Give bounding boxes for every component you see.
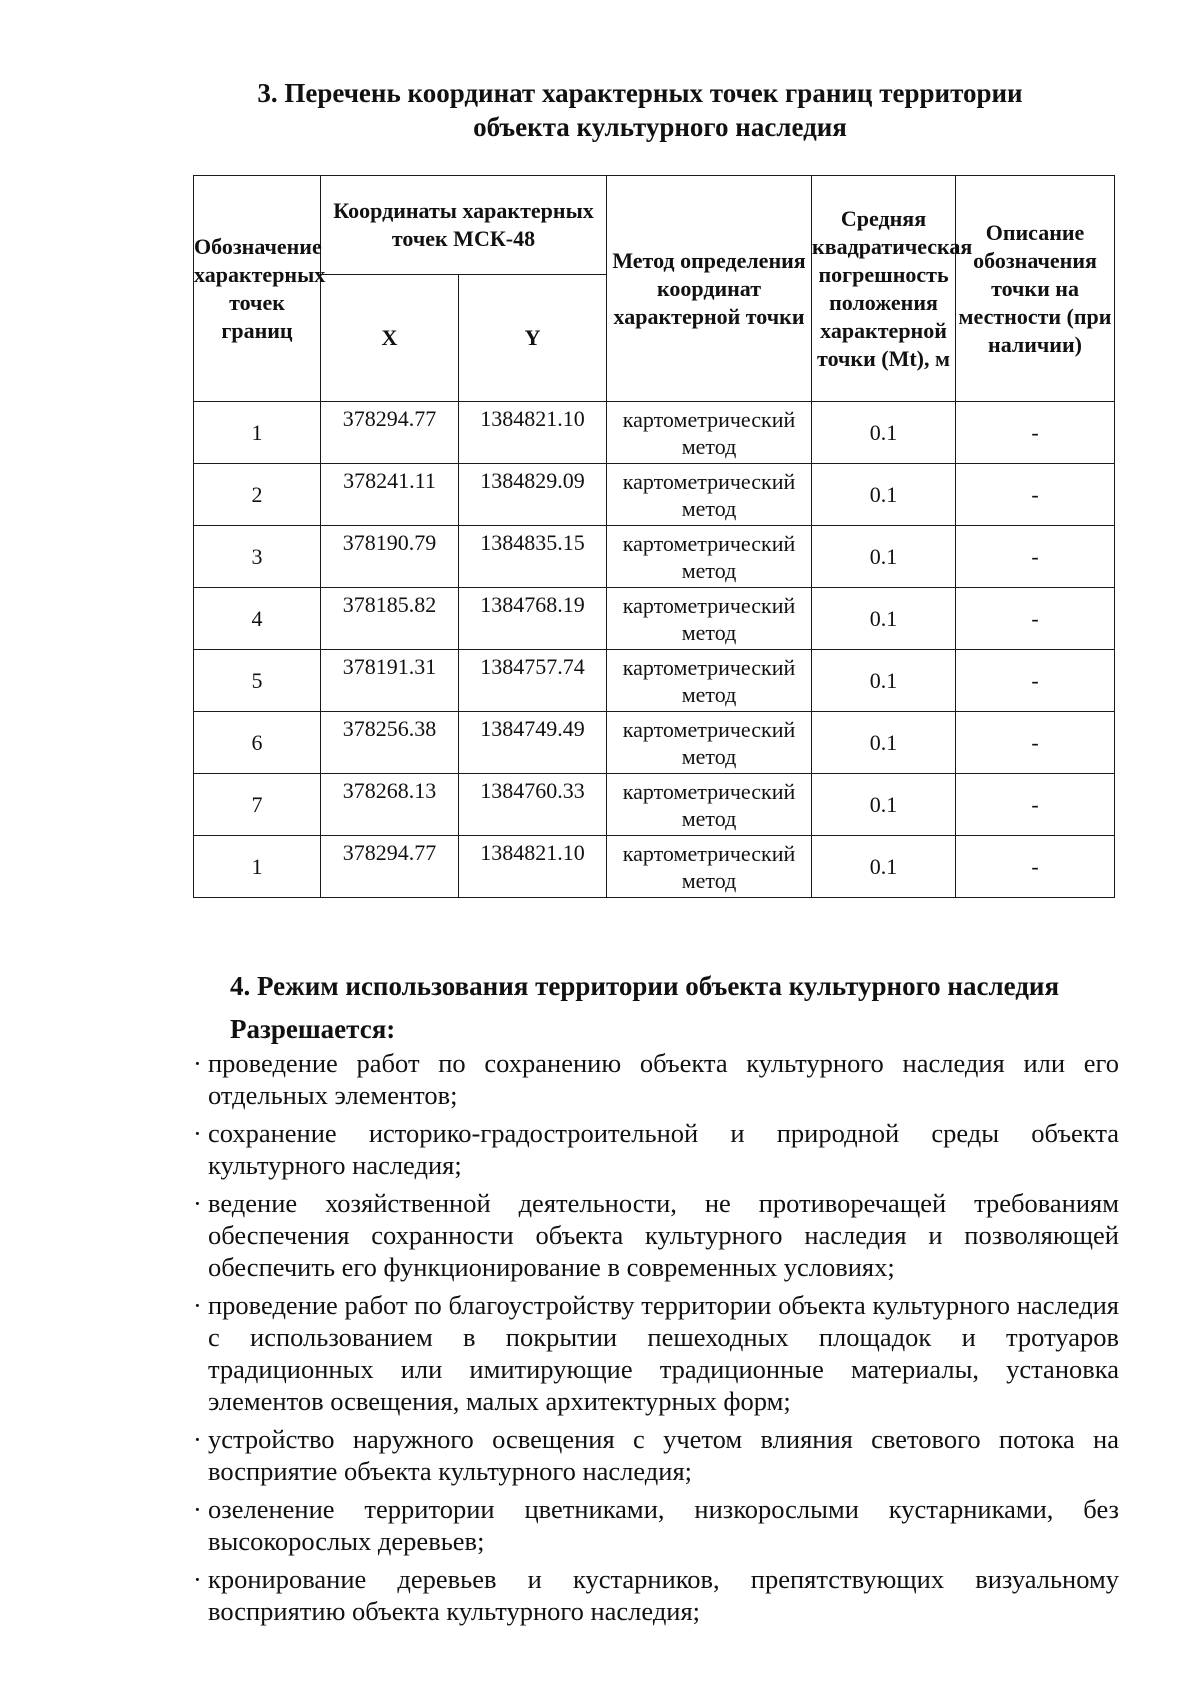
cell-description: -	[956, 402, 1115, 464]
cell-point: 1	[194, 836, 321, 898]
cell-point: 7	[194, 774, 321, 836]
bullet-marker: ·	[193, 1290, 202, 1320]
cell-y: 1384749.49	[459, 712, 607, 774]
cell-x: 378191.31	[321, 650, 459, 712]
cell-error: 0.1	[812, 588, 956, 650]
cell-method: картометрический метод	[607, 402, 812, 464]
table-row	[194, 712, 1115, 774]
list-item	[193, 1563, 1119, 1627]
cell-method: картометрический метод	[607, 774, 812, 836]
cell-error: 0.1	[812, 526, 956, 588]
list-item	[193, 1117, 1119, 1181]
bullet-marker: ·	[193, 1118, 202, 1148]
table-row	[194, 464, 1115, 526]
cell-error: 0.1	[812, 836, 956, 898]
cell-y: 1384829.09	[459, 464, 607, 526]
header-x: X	[321, 275, 459, 402]
list-item	[193, 1493, 1119, 1557]
cell-description: -	[956, 712, 1115, 774]
cell-description: -	[956, 650, 1115, 712]
cell-method: картометрический метод	[607, 588, 812, 650]
cell-y: 1384768.19	[459, 588, 607, 650]
header-description: Описание обозначения точки на местности (при наличии)	[956, 176, 1115, 402]
bullet-marker: ·	[193, 1424, 202, 1454]
list-item-text: проведение работ по сохранению объекта культурного наследия или его отдельных элементов;	[208, 1048, 1119, 1110]
cell-y: 1384821.10	[459, 836, 607, 898]
list-item-text: кронирование деревьев и кустарников, препятствующих визуальному восприятию объекта культурного наследия;	[208, 1564, 1119, 1626]
header-coordinates-group: Координаты характерных точек МСК-48	[321, 176, 607, 275]
list-item	[193, 1187, 1119, 1283]
cell-point: 2	[194, 464, 321, 526]
bullet-marker: ·	[193, 1564, 202, 1594]
cell-description: -	[956, 464, 1115, 526]
list-item-text: проведение работ по благоустройству территории объекта культурного наследия с использованием в покрытии пешеходных площадок и тротуаров традиционных или имитирующие традиционные материалы, установка элементов освещения, малых архитектурных форм;	[208, 1290, 1119, 1416]
cell-point: 5	[194, 650, 321, 712]
bullet-marker: ·	[193, 1188, 202, 1218]
header-y: Y	[459, 275, 607, 402]
cell-x: 378268.13	[321, 774, 459, 836]
table-row	[194, 650, 1115, 712]
cell-y: 1384760.33	[459, 774, 607, 836]
cell-method: картометрический метод	[607, 836, 812, 898]
cell-method: картометрический метод	[607, 712, 812, 774]
cell-error: 0.1	[812, 712, 956, 774]
list-item-text: сохранение историко-градостроительной и природной среды объекта культурного наследия;	[208, 1118, 1119, 1180]
header-designation: Обозначение характерных точек границ	[194, 176, 321, 402]
cell-point: 1	[194, 402, 321, 464]
cell-description: -	[956, 774, 1115, 836]
cell-error: 0.1	[812, 464, 956, 526]
cell-x: 378256.38	[321, 712, 459, 774]
cell-x: 378190.79	[321, 526, 459, 588]
cell-point: 4	[194, 588, 321, 650]
cell-point: 3	[194, 526, 321, 588]
coordinates-table	[193, 175, 1115, 898]
cell-x: 378241.11	[321, 464, 459, 526]
bullet-marker: ·	[193, 1494, 202, 1524]
cell-y: 1384821.10	[459, 402, 607, 464]
table-row	[194, 402, 1115, 464]
list-item	[193, 1047, 1119, 1111]
list-item-text: ведение хозяйственной деятельности, не противоречащей требованиям обеспечения сохранности объекта культурного наследия и позволяющей обеспечить его функционирование в современных условиях;	[208, 1188, 1119, 1282]
allowed-label: Разрешается:	[230, 1014, 396, 1044]
cell-y: 1384757.74	[459, 650, 607, 712]
table-row	[194, 526, 1115, 588]
table-row	[194, 774, 1115, 836]
cell-description: -	[956, 588, 1115, 650]
cell-y: 1384835.15	[459, 526, 607, 588]
table-body	[194, 402, 1115, 898]
table-header-row	[194, 176, 1115, 275]
bullet-marker: ·	[193, 1048, 202, 1078]
cell-error: 0.1	[812, 774, 956, 836]
cell-method: картометрический метод	[607, 650, 812, 712]
cell-method: картометрический метод	[607, 464, 812, 526]
section-3-title	[195, 76, 1085, 144]
section-4-title: 4. Режим использования территории объекта культурного наследия	[230, 971, 1060, 1001]
cell-error: 0.1	[812, 402, 956, 464]
allowed-list	[193, 1047, 1119, 1633]
table-row	[194, 588, 1115, 650]
list-item-text: озеленение территории цветниками, низкорослыми кустарниками, без высокорослых деревьев;	[208, 1494, 1119, 1556]
header-error: Средняя квадратическая погрешность положения характерной точки (Mt), м	[812, 176, 956, 402]
cell-x: 378294.77	[321, 836, 459, 898]
cell-point: 6	[194, 712, 321, 774]
cell-x: 378294.77	[321, 402, 459, 464]
cell-description: -	[956, 836, 1115, 898]
list-item-text: устройство наружного освещения с учетом влияния светового потока на восприятие объекта культурного наследия;	[208, 1424, 1119, 1486]
cell-error: 0.1	[812, 650, 956, 712]
cell-description: -	[956, 526, 1115, 588]
list-item	[193, 1423, 1119, 1487]
section-3-title-line-2: объекта культурного наследия	[473, 112, 847, 142]
section-3-title-line-1: 3. Перечень координат характерных точек границ территории	[257, 78, 1023, 108]
header-method: Метод определения координат характерной точки	[607, 176, 812, 402]
table-row	[194, 836, 1115, 898]
cell-method: картометрический метод	[607, 526, 812, 588]
list-item	[193, 1289, 1119, 1417]
cell-x: 378185.82	[321, 588, 459, 650]
